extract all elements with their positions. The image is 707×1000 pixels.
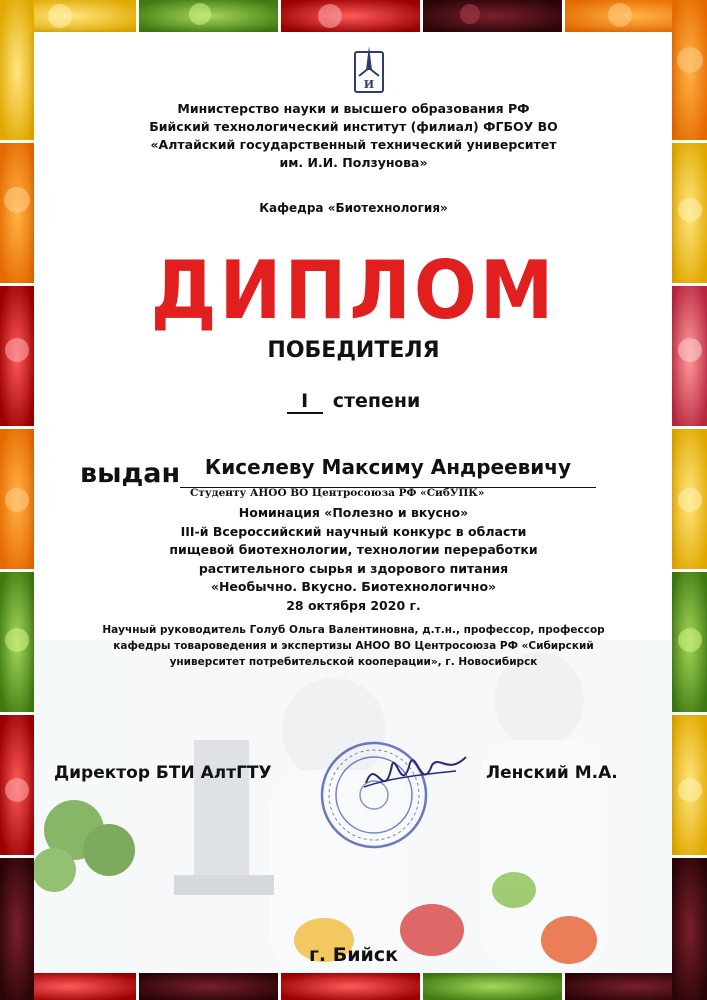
contest-line-4: «Необычно. Вкусно. Биотехнологично» <box>210 579 497 594</box>
official-stamp-icon <box>306 735 476 855</box>
supervisor-line-2: кафедры товароведения и экспертизы АНОО ВО Центросоюза РФ «Сибирский <box>113 640 594 652</box>
nomination: Номинация «Полезно и вкусно» <box>238 505 469 520</box>
director-label: Директор БТИ АлтГТУ <box>54 763 272 783</box>
recipient-name: Киселеву Максиму Андреевичу <box>204 455 572 479</box>
contest-details <box>0 504 707 615</box>
ministry-line-1: Министерство науки и высшего образования РФ <box>177 101 530 116</box>
ministry-line-4: им. И.И. Ползунова» <box>279 155 428 170</box>
svg-text:И: И <box>363 78 375 91</box>
supervisor-line-1: Научный руководитель Голуб Ольга Валентиновна, д.т.н., профессор, профессор <box>102 624 605 636</box>
institute-logo-icon <box>353 44 385 96</box>
ministry-header <box>0 100 707 172</box>
contest-date: 28 октября 2020 г. <box>286 597 421 613</box>
contest-line-3: растительного сырья и здорового питания <box>198 560 509 576</box>
recipient-affiliation: Студенту АНОО ВО Центросоюза РФ «СибУПК» <box>190 487 485 499</box>
winner-subtitle: ПОБЕДИТЕЛЯ <box>267 338 440 363</box>
degree-word: степени <box>332 390 421 412</box>
diploma-title: ДИПЛОМ <box>150 244 557 338</box>
ministry-line-2: Бийский технологический институт (филиал) ФГБОУ ВО <box>149 119 558 134</box>
contest-line-2: пищевой биотехнологии, технологии переработки <box>169 542 538 557</box>
degree-number: I <box>287 390 323 414</box>
city-label: г. Бийск <box>308 944 399 966</box>
supervisor-info <box>0 622 707 670</box>
ministry-line-3: «Алтайский государственный технический университет <box>150 137 557 152</box>
department-label: Кафедра «Биотехнология» <box>259 201 448 215</box>
issued-label: выдан <box>80 458 181 489</box>
contest-line-1: III-й Всероссийский научный конкурс в области <box>180 523 527 539</box>
supervisor-line-3: университет потребительской кооперации», г. Новосибирск <box>169 656 538 668</box>
director-name: Ленский М.А. <box>486 763 618 783</box>
degree-line <box>0 390 707 414</box>
